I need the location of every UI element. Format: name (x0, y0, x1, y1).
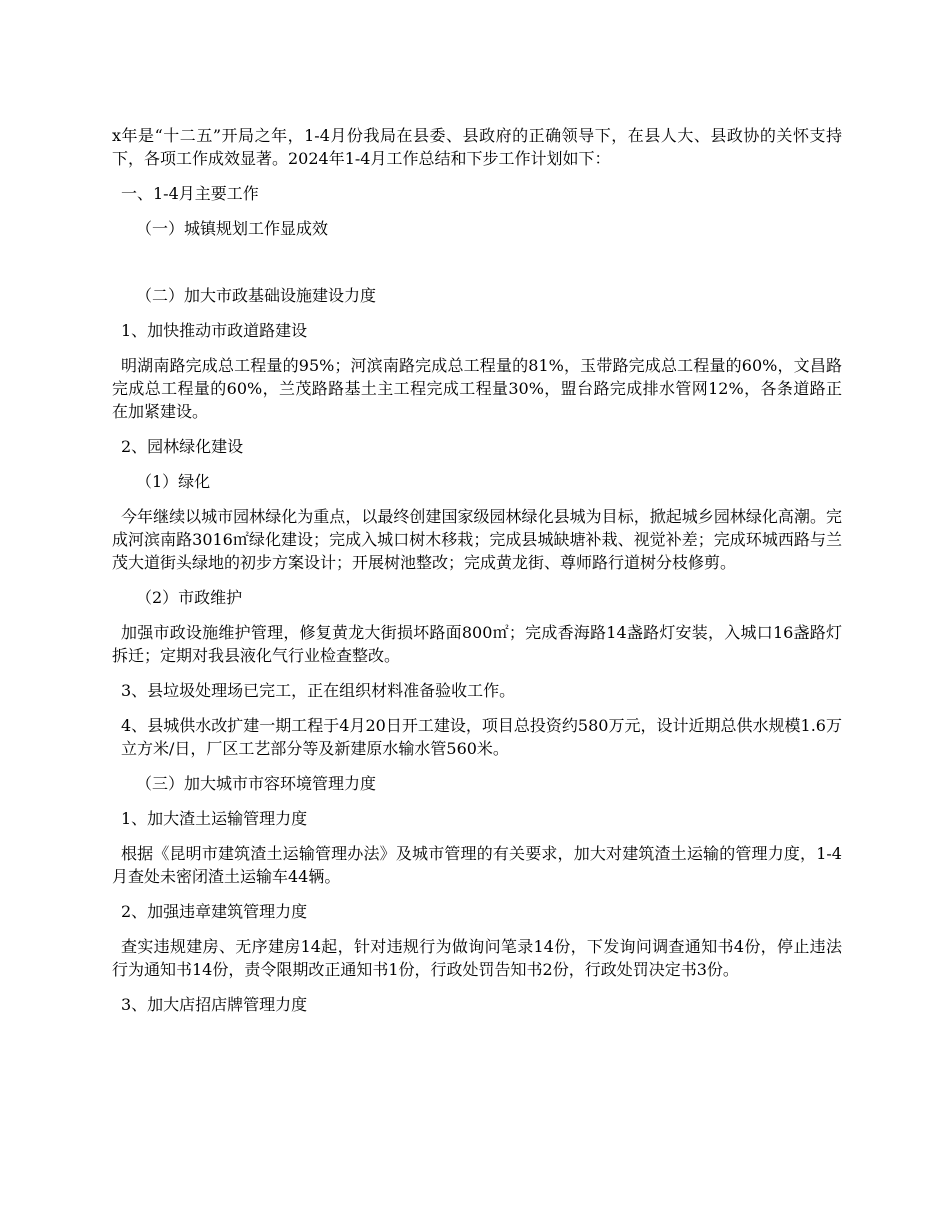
intro-paragraph: x年是“十二五”开局之年，1-4月份我局在县委、县政府的正确领导下，在县人大、县政协的关怀支持下，各项工作成效显著。2024年1-4月工作总结和下步工作计划如下： (112, 126, 842, 168)
soil-transport-paragraph: 根据《昆明市建筑渣土运输管理办法》及城市管理的有关要求，加大对建筑渣土运输的管理力度，1-4月查处未密闭渣土运输车44辆。 (112, 844, 842, 886)
item-heading-roads: 1、加快推动市政道路建设 (121, 321, 308, 340)
subsection-heading-infrastructure: （二）加大市政基础设施建设力度 (136, 286, 377, 305)
subsection-heading-planning: （一）城镇规划工作显成效 (136, 219, 329, 238)
section-heading-1: 一、1-4月主要工作 (121, 184, 259, 203)
roads-paragraph: 明湖南路完成总工程量的95%；河滨南路完成总工程量的81%，玉带路完成总工程量的60%，文昌路完成总工程量的60%，兰茂路路基土主工程完成工程量30%，盟台路完成排水管网12%，各条道路正在加紧建设。 (112, 356, 842, 421)
document-body (112, 124, 842, 1016)
item-heading-illegal-buildings: 2、加强违章建筑管理力度 (121, 902, 308, 921)
greening-paragraph: 今年继续以城市园林绿化为重点，以最终创建国家级园林绿化县城为目标，掀起城乡园林绿化高潮。完成河滨南路3016㎡绿化建设；完成入城口树木移栽；完成县城缺塘补栽、视觉补差；完成环城西路与兰茂大道街头绿地的初步方案设计；开展树池整改；完成黄龙街、尊师路行道树分枝修剪。 (112, 507, 842, 572)
maintenance-paragraph: 加强市政设施维护管理，修复黄龙大街损坏路面800㎡；完成香海路14盏路灯安装，入城口16盏路灯拆迁；定期对我县液化气行业检查整改。 (112, 623, 842, 665)
water-supply-paragraph: 4、县城供水改扩建一期工程于4月20日开工建设，项目总投资约580万元，设计近期总供水规模1.6万立方米/日，厂区工艺部分等及新建原水输水管560米。 (121, 716, 842, 758)
subitem-heading-maintenance: （2）市政维护 (136, 588, 243, 607)
item-heading-greening: 2、园林绿化建设 (121, 437, 244, 456)
item-heading-signboards: 3、加大店招店牌管理力度 (121, 995, 308, 1014)
illegal-buildings-paragraph: 查实违规建房、无序建房14起，针对违规行为做询问笔录14份，下发询问调查通知书4份，停止违法行为通知书14份，责令限期改正通知书1份，行政处罚告知书2份，行政处罚决定书3份。 (112, 937, 842, 979)
subitem-heading-greening: （1）绿化 (136, 472, 211, 491)
landfill-paragraph: 3、县垃圾处理场已完工，正在组织材料准备验收工作。 (121, 681, 516, 700)
item-heading-soil-transport: 1、加大渣土运输管理力度 (121, 809, 308, 828)
subsection-heading-environment: （三）加大城市市容环境管理力度 (136, 774, 377, 793)
